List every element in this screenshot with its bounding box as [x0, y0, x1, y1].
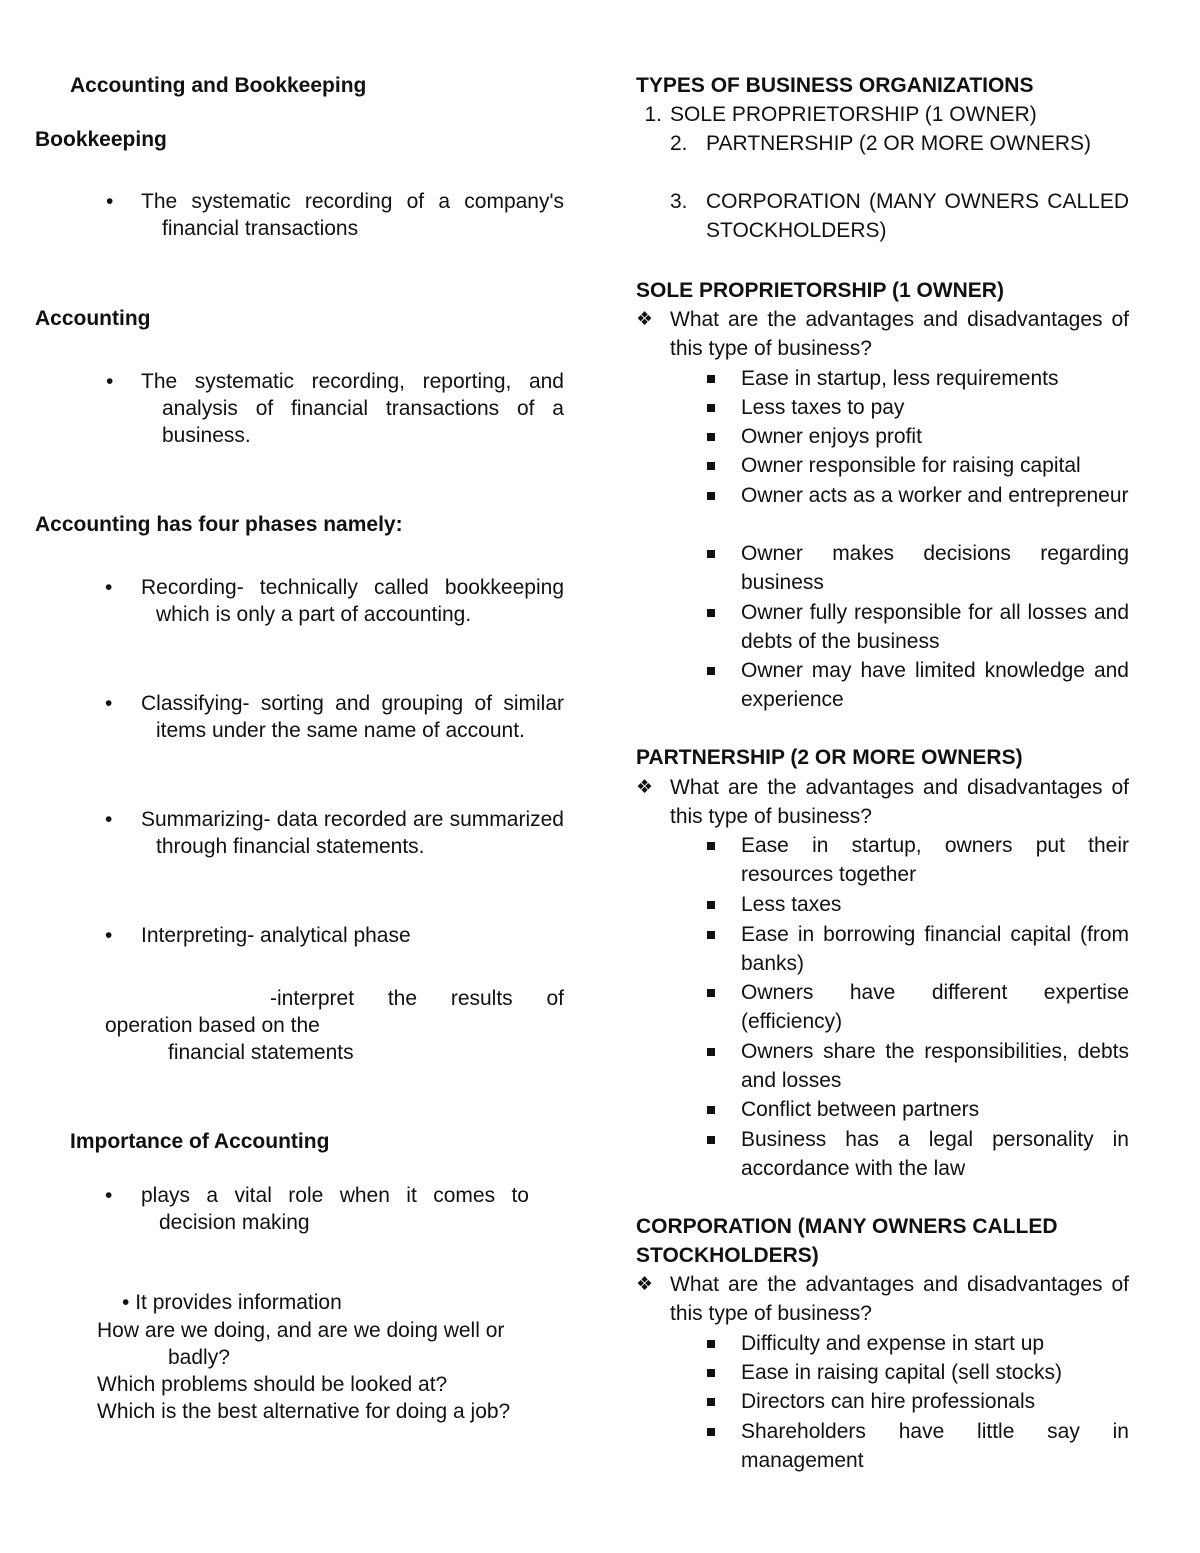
- question-2: Which problems should be looked at?: [97, 1373, 448, 1396]
- square-bullet-icon: [707, 462, 715, 470]
- partnership-point: Ease in startup, owners put their resources together: [741, 831, 1129, 889]
- phase-classifying: • Classifying- sorting and grouping of similar items under the same name of account.: [105, 692, 564, 742]
- sole-point: Owner enjoys profit: [741, 422, 1129, 451]
- partnership-point: Conflict between partners: [741, 1095, 1129, 1124]
- square-bullet-icon: [707, 1106, 715, 1114]
- sole-point: Owner makes decisions regarding business: [741, 539, 1129, 597]
- partnership-point: Owners have different expertise (efficiency): [741, 978, 1129, 1036]
- types-item-2: 2. PARTNERSHIP (2 OR MORE OWNERS): [670, 132, 1092, 155]
- diamond-bullet-icon: ❖: [636, 309, 654, 330]
- accounting-heading: Accounting: [35, 307, 151, 330]
- phase-recording: • Recording- technically called bookkeeping which is only a part of accounting.: [105, 576, 564, 626]
- partnership-question: ❖ What are the advantages and disadvantages of this type of business?: [670, 773, 1129, 831]
- document-title: Accounting and Bookkeeping: [70, 74, 367, 97]
- types-item-1: 1. SOLE PROPRIETORSHIP (1 OWNER): [644, 103, 1037, 126]
- sole-question: ❖ What are the advantages and disadvantages of this type of business?: [670, 305, 1129, 363]
- corporation-heading-line-1: CORPORATION (MANY OWNERS CALLED: [636, 1215, 1058, 1238]
- corporation-point: Shareholders have little say in management: [741, 1417, 1129, 1475]
- bookkeeping-heading: Bookkeeping: [35, 128, 167, 151]
- square-bullet-icon: [707, 1136, 715, 1144]
- sole-point: Owner acts as a worker and entrepreneur: [741, 481, 1129, 510]
- question-1b: badly?: [168, 1346, 230, 1369]
- diamond-bullet-icon: ❖: [636, 777, 654, 798]
- sole-heading: SOLE PROPRIETORSHIP (1 OWNER): [636, 279, 1004, 302]
- question-1a: How are we doing, and are we doing well or: [97, 1319, 505, 1342]
- corporation-point: Directors can hire professionals: [741, 1387, 1129, 1416]
- corporation-point: Difficulty and expense in start up: [741, 1329, 1129, 1358]
- square-bullet-icon: [707, 901, 715, 909]
- square-bullet-icon: [707, 492, 715, 500]
- types-item-3: 3. CORPORATION (MANY OWNERS CALLED STOCKHOLDERS): [670, 190, 1129, 242]
- sole-point: Owner fully responsible for all losses and debts of the business: [741, 598, 1129, 656]
- square-bullet-icon: [707, 404, 715, 412]
- square-bullet-icon: [707, 842, 715, 850]
- bullet-icon: •: [122, 1291, 136, 1314]
- corporation-question: ❖ What are the advantages and disadvantages of this type of business?: [670, 1270, 1129, 1328]
- sole-point: Less taxes to pay: [741, 393, 1129, 422]
- partnership-heading: PARTNERSHIP (2 OR MORE OWNERS): [636, 746, 1023, 769]
- types-heading: TYPES OF BUSINESS ORGANIZATIONS: [636, 74, 1034, 97]
- square-bullet-icon: [707, 550, 715, 558]
- square-bullet-icon: [707, 1369, 715, 1377]
- importance-heading: Importance of Accounting: [70, 1130, 330, 1153]
- partnership-point: Business has a legal personality in accordance with the law: [741, 1125, 1129, 1183]
- square-bullet-icon: [707, 609, 715, 617]
- partnership-point: Ease in borrowing financial capital (from banks): [741, 920, 1129, 978]
- square-bullet-icon: [707, 989, 715, 997]
- partnership-point: Owners share the responsibilities, debts and losses: [741, 1037, 1129, 1095]
- phase-interpreting: • Interpreting- analytical phase: [105, 924, 411, 947]
- square-bullet-icon: [707, 667, 715, 675]
- diamond-bullet-icon: ❖: [636, 1274, 654, 1295]
- square-bullet-icon: [707, 1398, 715, 1406]
- interpret-line-1: -interpret the results of: [270, 987, 564, 1010]
- sole-point: Ease in startup, less requirements: [741, 364, 1129, 393]
- square-bullet-icon: [707, 1340, 715, 1348]
- square-bullet-icon: [707, 931, 715, 939]
- phase-summarizing: • Summarizing- data recorded are summarized through financial statements.: [105, 808, 564, 858]
- corporation-heading-line-2: STOCKHOLDERS): [636, 1244, 819, 1267]
- square-bullet-icon: [707, 1428, 715, 1436]
- importance-bullet-1: • plays a vital role when it comes to decision making: [105, 1184, 529, 1234]
- bookkeeping-definition: • The systematic recording of a company's financial transactions: [106, 190, 564, 240]
- phases-heading: Accounting has four phases namely:: [35, 513, 403, 536]
- square-bullet-icon: [707, 375, 715, 383]
- accounting-definition: • The systematic recording, reporting, and analysis of financial transactions of a business.: [106, 370, 564, 447]
- interpret-line-3: financial statements: [168, 1041, 354, 1064]
- square-bullet-icon: [707, 1048, 715, 1056]
- importance-bullet-2: • It provides information: [122, 1291, 342, 1314]
- question-3: Which is the best alternative for doing a job?: [97, 1400, 511, 1423]
- square-bullet-icon: [707, 433, 715, 441]
- partnership-point: Less taxes: [741, 890, 1129, 919]
- corporation-point: Ease in raising capital (sell stocks): [741, 1358, 1129, 1387]
- sole-point: Owner may have limited knowledge and experience: [741, 656, 1129, 714]
- interpret-line-2: operation based on the: [105, 1014, 320, 1037]
- sole-point: Owner responsible for raising capital: [741, 451, 1129, 480]
